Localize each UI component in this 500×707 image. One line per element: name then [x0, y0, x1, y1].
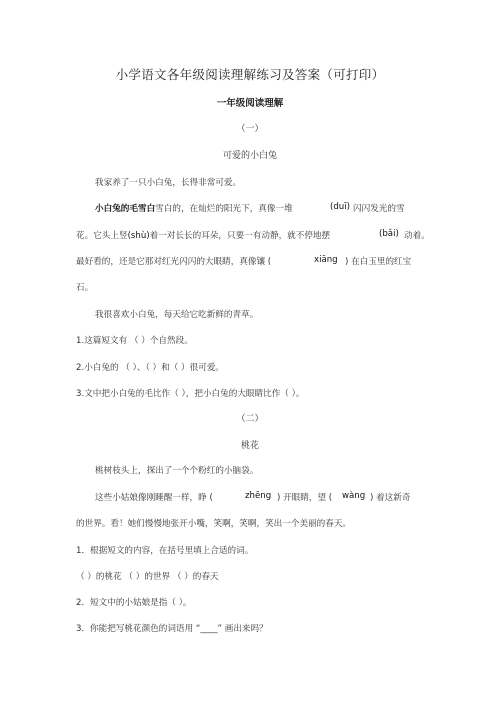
- part2-paragraph-2-line-2: 的世界。看！她们慢慢地张开小嘴，笑啊，笑啊，笑出一个美丽的春天。: [76, 519, 352, 529]
- part2-number: （二）: [236, 414, 264, 424]
- pinyin-bai: (bǎi): [379, 229, 399, 239]
- pinyin-zheng: zhēng: [245, 491, 272, 501]
- part1-question-3: 3.文中把小白兔的毛比作（ ），把小白兔的大眼睛比作（ ）。: [76, 389, 305, 399]
- part2-paragraph-2-line-1a: 这些小姑娘像刚睡醒一样，睁 (: [95, 493, 213, 503]
- part1-paragraph-2-line-3b: ) 在白玉里的红宝: [345, 257, 412, 267]
- pinyin-xiang: xiāng: [314, 255, 338, 265]
- part1-paragraph-2-line-2: [76, 232, 330, 241]
- part1-number: （一）: [236, 124, 264, 134]
- text-run: 花。它头上竖: [76, 231, 128, 241]
- part2-question-3: 3．你能把写桃花颜色的词语用 “____” 画出来吗？: [76, 624, 268, 634]
- part1-paragraph-2-line-1: [95, 205, 293, 214]
- part1-question-2: 2.小白兔的 （ ）、（ ）和（ ）很可爱。: [76, 363, 225, 373]
- part2-paragraph-2-line-1c: ) 着这新奇: [370, 493, 411, 503]
- part2-question-2: 2．短文中的小姑娘是指（ ）。: [76, 598, 192, 608]
- part2-paragraph-2-line-1b: ) 开眼睛，望 (: [277, 493, 333, 503]
- part1-paragraph-3: 我很喜欢小白兔，每天给它吃新鲜的青草。: [95, 310, 259, 320]
- text-run: 雪白的，在灿烂的阳光下，真像一堆: [155, 204, 293, 214]
- part1-story-title: 可爱的小白兔: [222, 151, 277, 161]
- part2-paragraph-1: 桃树枝头上，探出了一个个粉红的小脑袋。: [95, 466, 259, 476]
- text-run: 动着。: [404, 231, 430, 241]
- part2-story-title: 桃花: [240, 441, 259, 451]
- pinyin-wang: wàng: [342, 491, 366, 501]
- text-run: 闪闪发光的雪: [353, 204, 405, 214]
- page-title: 小学语文各年级阅读理解练习及答案（可打印）: [115, 67, 385, 82]
- text-run: 着一对长长的耳朵，只要一有动静，就不停地摆: [149, 231, 331, 241]
- part1-question-1: 1.这篇短文有 （ ）个自然段。: [76, 336, 193, 346]
- pinyin-dui: (duī): [330, 202, 350, 212]
- part1-paragraph-2-line-4: 石。: [76, 283, 94, 293]
- bold-phrase: 小白兔的毛雪白: [95, 204, 156, 214]
- part2-fill-blanks: （ ）的桃花 （ ）的世界 （ ）的春天: [76, 572, 219, 582]
- part1-paragraph-1: 我家养了一只小白兔，长得非常可爱。: [95, 178, 242, 188]
- grade-heading: 一年级阅读理解: [216, 98, 284, 109]
- part1-paragraph-2-line-3a: 最好看的，还是它那对红光闪闪的大眼睛，真像镶 (: [76, 257, 272, 267]
- pinyin-shu: (shù): [127, 231, 150, 241]
- part2-question-1: 1．根据短文的内容，在括号里填上合适的词。: [76, 546, 254, 556]
